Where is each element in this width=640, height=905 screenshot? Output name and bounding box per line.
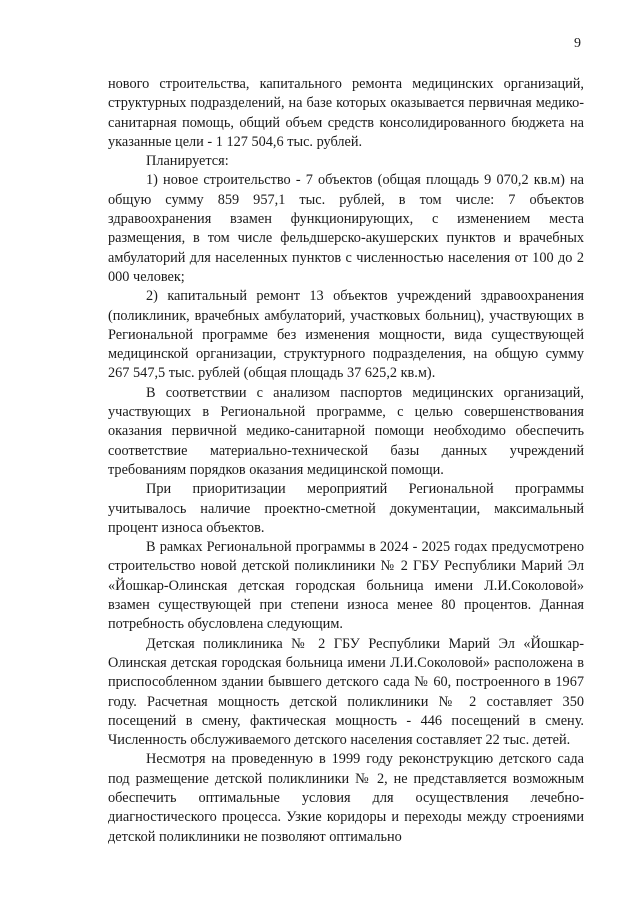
paragraph-7: В рамках Региональной программы в 2024 - 2025 годах предусмотрено строительство новой детской поликлиники № 2 ГБУ Республики Марий Эл «Йошкар-Олинская детская городская больница имени Л.И.Соколовой» взамен существующей при степени износа менее 80 процентов. Данная потребность обусловлена следующим. — [108, 539, 584, 633]
page-number: 9 — [574, 36, 581, 51]
paragraph-2: Планируется: — [146, 153, 229, 170]
paragraph-3: 1) новое строительство - 7 объектов (общая площадь 9 070,2 кв.м) на общую сумму 859 957,1 тыс. рублей, в том числе: 7 объектов здравоохранения взамен функционирующих, с изменением места размещения, в том числе фельдшерско-акушерских пунктов и врачебных амбулаторий для населенных пунктов с численностью населения от 100 до 2 000 человек; — [108, 172, 584, 285]
body-text — [108, 75, 584, 847]
paragraph-1: нового строительства, капитального ремонта медицинских организаций, структурных подразделений, на базе которых оказывается первичная медико-санитарная помощь, общий объем средств консолидированного бюджета на указанные цели - 1 127 504,6 тыс. рублей. — [108, 76, 584, 150]
paragraph-9: Несмотря на проведенную в 1999 году реконструкцию детского сада под размещение детской поликлиники № 2, не представляется возможным обеспечить оптимальные условия для осуществления лечебно-диагностического процесса. Узкие коридоры и переходы между строениями детской поликлиники не позволяют оптимально — [108, 751, 584, 845]
paragraph-4: 2) капитальный ремонт 13 объектов учреждений здравоохранения (поликлиник, врачебных амбулаторий, участковых больниц), участвующих в Региональной программе без изменения мощности, вида существующей медицинской организации, структурного подразделения, на общую сумму 267 547,5 тыс. рублей (общая площадь 37 625,2 кв.м). — [108, 288, 584, 382]
paragraph-8: Детская поликлиника № 2 ГБУ Республики Марий Эл «Йошкар-Олинская детская городская больница имени Л.И.Соколовой» расположена в приспособленном здании бывшего детского сада № 60, построенного в 1967 году. Расчетная мощность детской поликлиники № 2 составляет 350 посещений в смену, фактическая мощность - 446 посещений в смену. Численность обслуживаемого детского населения составляет 22 тыс. детей. — [108, 635, 584, 749]
paragraph-6: При приоритизации мероприятий Региональной программы учитывалось наличие проектно-сметной документации, максимальный процент износа объектов. — [108, 481, 584, 536]
paragraph-5: В соответствии с анализом паспортов медицинских организаций, участвующих в Региональной программе, с целью совершенствования оказания первичной медико-санитарной помощи необходимо обеспечить соответствие материально-технической базы данных учреждений требованиям порядков оказания медицинской помощи. — [108, 384, 584, 478]
